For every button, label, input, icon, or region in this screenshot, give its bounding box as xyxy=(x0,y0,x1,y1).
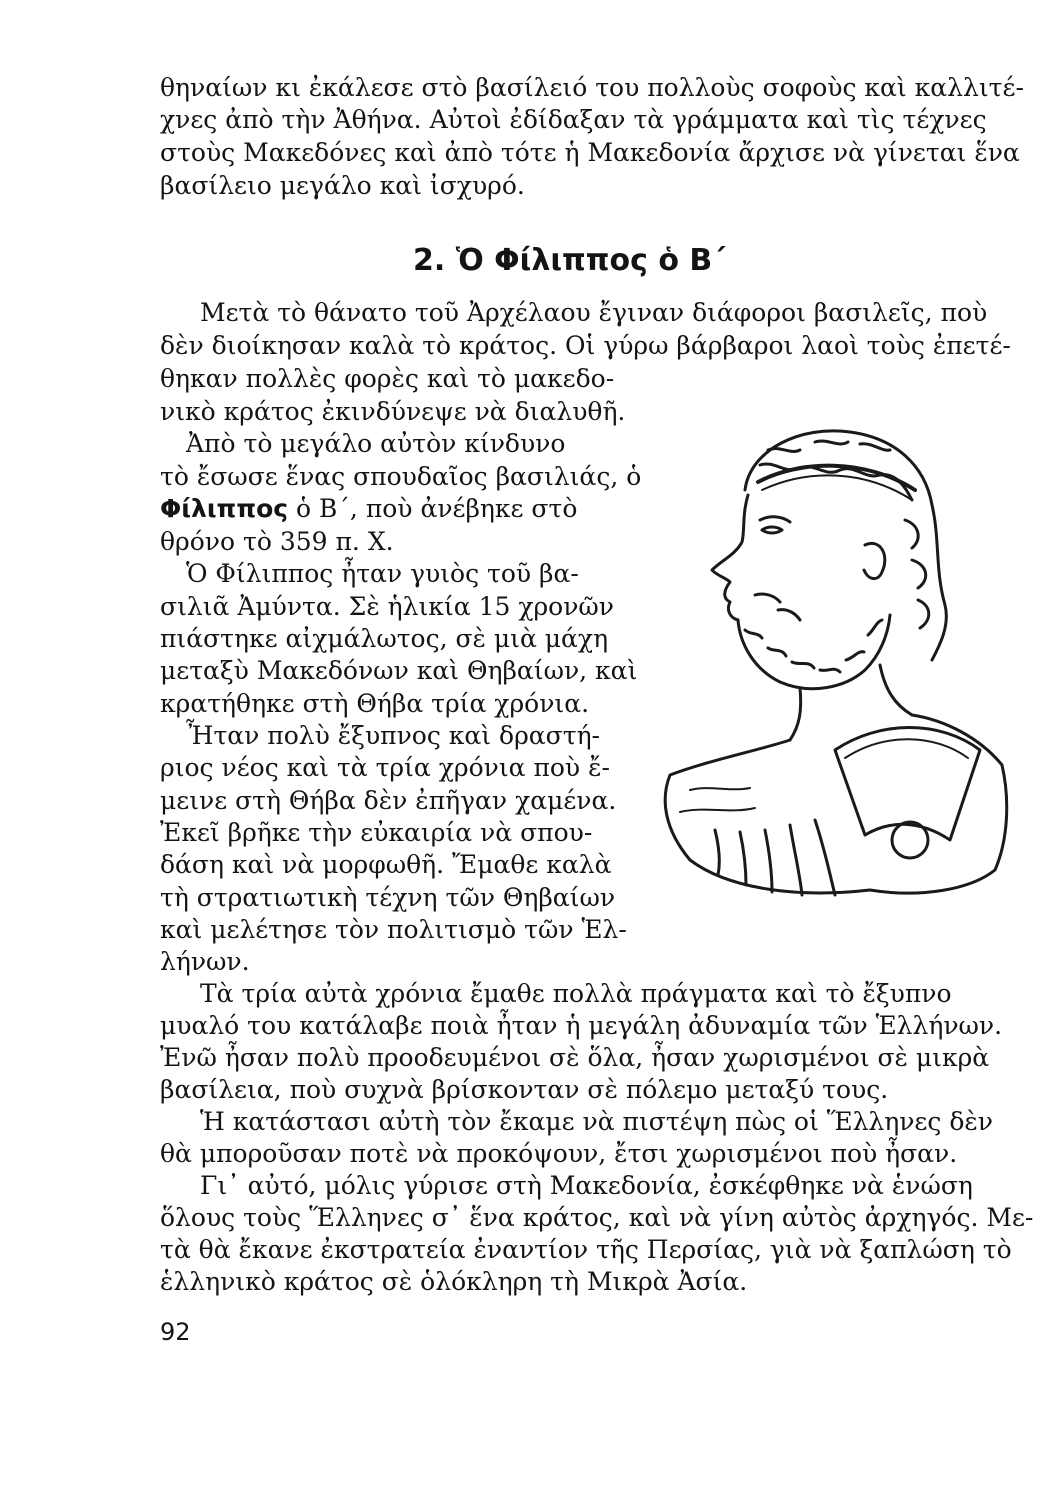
text-line: ριος νέος καὶ τὰ τρία χρόνια ποὺ ἔ- xyxy=(160,753,610,782)
text-line: βασίλεια, ποὺ συχνὰ βρίσκονταν σὲ πόλεμο μεταξύ τους. xyxy=(160,1075,889,1104)
text-line: χνες ἀπὸ τὴν Ἀθήνα. Αὐτοὶ ἐδίδαξαν τὰ γράμματα καὶ τὶς τέχνες xyxy=(160,105,987,134)
text-line: σιλιᾶ Ἀμύντα. Σὲ ἡλικία 15 χρονῶν xyxy=(160,592,615,621)
text-line: πιάστηκε αἰχμάλωτος, σὲ μιὰ μάχη xyxy=(160,624,609,653)
text-line: μυαλό του κατάλαβε ποιὰ ἦταν ἡ μεγάλη ἀδυναμία τῶν Ἑλλήνων. xyxy=(160,1011,1003,1040)
text-line: καὶ μελέτησε τὸν πολιτισμὸ τῶν Ἑλ- xyxy=(160,915,627,944)
text-line: Ἐκεῖ βρῆκε τὴν εὐκαιρία νὰ σπου- xyxy=(160,818,593,847)
text-line: Γι᾽ αὐτό, μόλις γύρισε στὴ Μακεδονία, ἐσκέφθηκε νὰ ἑνώση xyxy=(200,1171,973,1200)
text-line: ἑλληνικὸ κράτος σὲ ὁλόκληρη τὴ Μικρὰ Ἀσία. xyxy=(160,1267,748,1296)
text-line: Ὁ Φίλιππος ἦταν γυιὸς τοῦ βα- xyxy=(186,559,579,588)
text-line: Ἡ κατάστασι αὐτὴ τὸν ἔκαμε νὰ πιστέψη πὼς οἱ Ἕλληνες δὲν xyxy=(200,1107,993,1136)
text-line: Ἦταν πολὺ ἔξυπνος καὶ δραστή- xyxy=(186,721,600,750)
text-line: θρόνο τὸ 359 π. Χ. xyxy=(160,527,394,556)
text-line: δάση καὶ νὰ μορφωθῆ. Ἔμαθε καλὰ xyxy=(160,850,612,879)
text-line: θηναίων κι ἐκάλεσε στὸ βασίλειό του πολλοὺς σοφοὺς καὶ καλλιτέ- xyxy=(160,73,1024,102)
text-line: θηκαν πολλὲς φορὲς καὶ τὸ μακεδο- xyxy=(160,364,615,393)
text-run: ὁ Β΄, ποὺ ἀνέβηκε στὸ xyxy=(288,494,578,523)
text-line: μεταξὺ Μακεδόνων καὶ Θηβαίων, καὶ xyxy=(160,656,638,685)
king-name: Φίλιππος xyxy=(160,494,289,523)
text-line xyxy=(160,493,577,525)
text-line: τὸ ἔσωσε ἕνας σπουδαῖος βασιλιάς, ὁ xyxy=(160,462,642,491)
page-number: 92 xyxy=(160,1318,191,1346)
text-line: Μετὰ τὸ θάνατο τοῦ Ἀρχέλαου ἔγιναν διάφοροι βασιλεῖς, ποὺ xyxy=(200,298,988,327)
text-line: νικὸ κράτος ἐκινδύνεψε νὰ διαλυθῆ. xyxy=(160,397,626,426)
text-line: βασίλειο μεγάλο καὶ ἰσχυρό. xyxy=(160,171,525,200)
text-line: κρατήθηκε στὴ Θήβα τρία χρόνια. xyxy=(160,689,590,718)
text-line: τὴ στρατιωτικὴ τέχνη τῶν Θηβαίων xyxy=(160,883,616,912)
text-line: Τὰ τρία αὐτὰ χρόνια ἔμαθε πολλὰ πράγματα καὶ τὸ ἔξυπνο xyxy=(200,979,952,1008)
philip-portrait-illustration xyxy=(650,420,1015,905)
text-line: θὰ μποροῦσαν ποτὲ νὰ προκόψουν, ἔτσι χωρισμένοι ποὺ ἦσαν. xyxy=(160,1139,958,1168)
text-line: δὲν διοίκησαν καλὰ τὸ κράτος. Οἱ γύρω βάρβαροι λαοὶ τοὺς ἐπετέ- xyxy=(160,331,1011,360)
text-line: στοὺς Μακεδόνες καὶ ἀπὸ τότε ἡ Μακεδονία ἄρχισε νὰ γίνεται ἕνα xyxy=(160,138,1020,167)
section-heading: 2. Ὁ Φίλιππος ὁ Β΄ xyxy=(413,243,726,278)
text-line: τὰ θὰ ἔκανε ἐκστρατεία ἐναντίον τῆς Περσίας, γιὰ νὰ ξαπλώση τὸ xyxy=(160,1235,1012,1264)
text-line: Ἀπὸ τὸ μεγάλο αὐτὸν κίνδυνο xyxy=(186,429,566,458)
text-line: Ἐνῶ ἦσαν πολὺ προοδευμένοι σὲ ὅλα, ἦσαν χωρισμένοι σὲ μικρὰ xyxy=(160,1043,990,1072)
text-line: λήνων. xyxy=(160,947,250,976)
text-line: ὅλους τοὺς Ἕλληνες σ᾽ ἕνα κράτος, καὶ νὰ γίνη αὐτὸς ἀρχηγός. Με- xyxy=(160,1203,1034,1232)
text-line: μεινε στὴ Θήβα δὲν ἐπῆγαν χαμένα. xyxy=(160,786,617,815)
